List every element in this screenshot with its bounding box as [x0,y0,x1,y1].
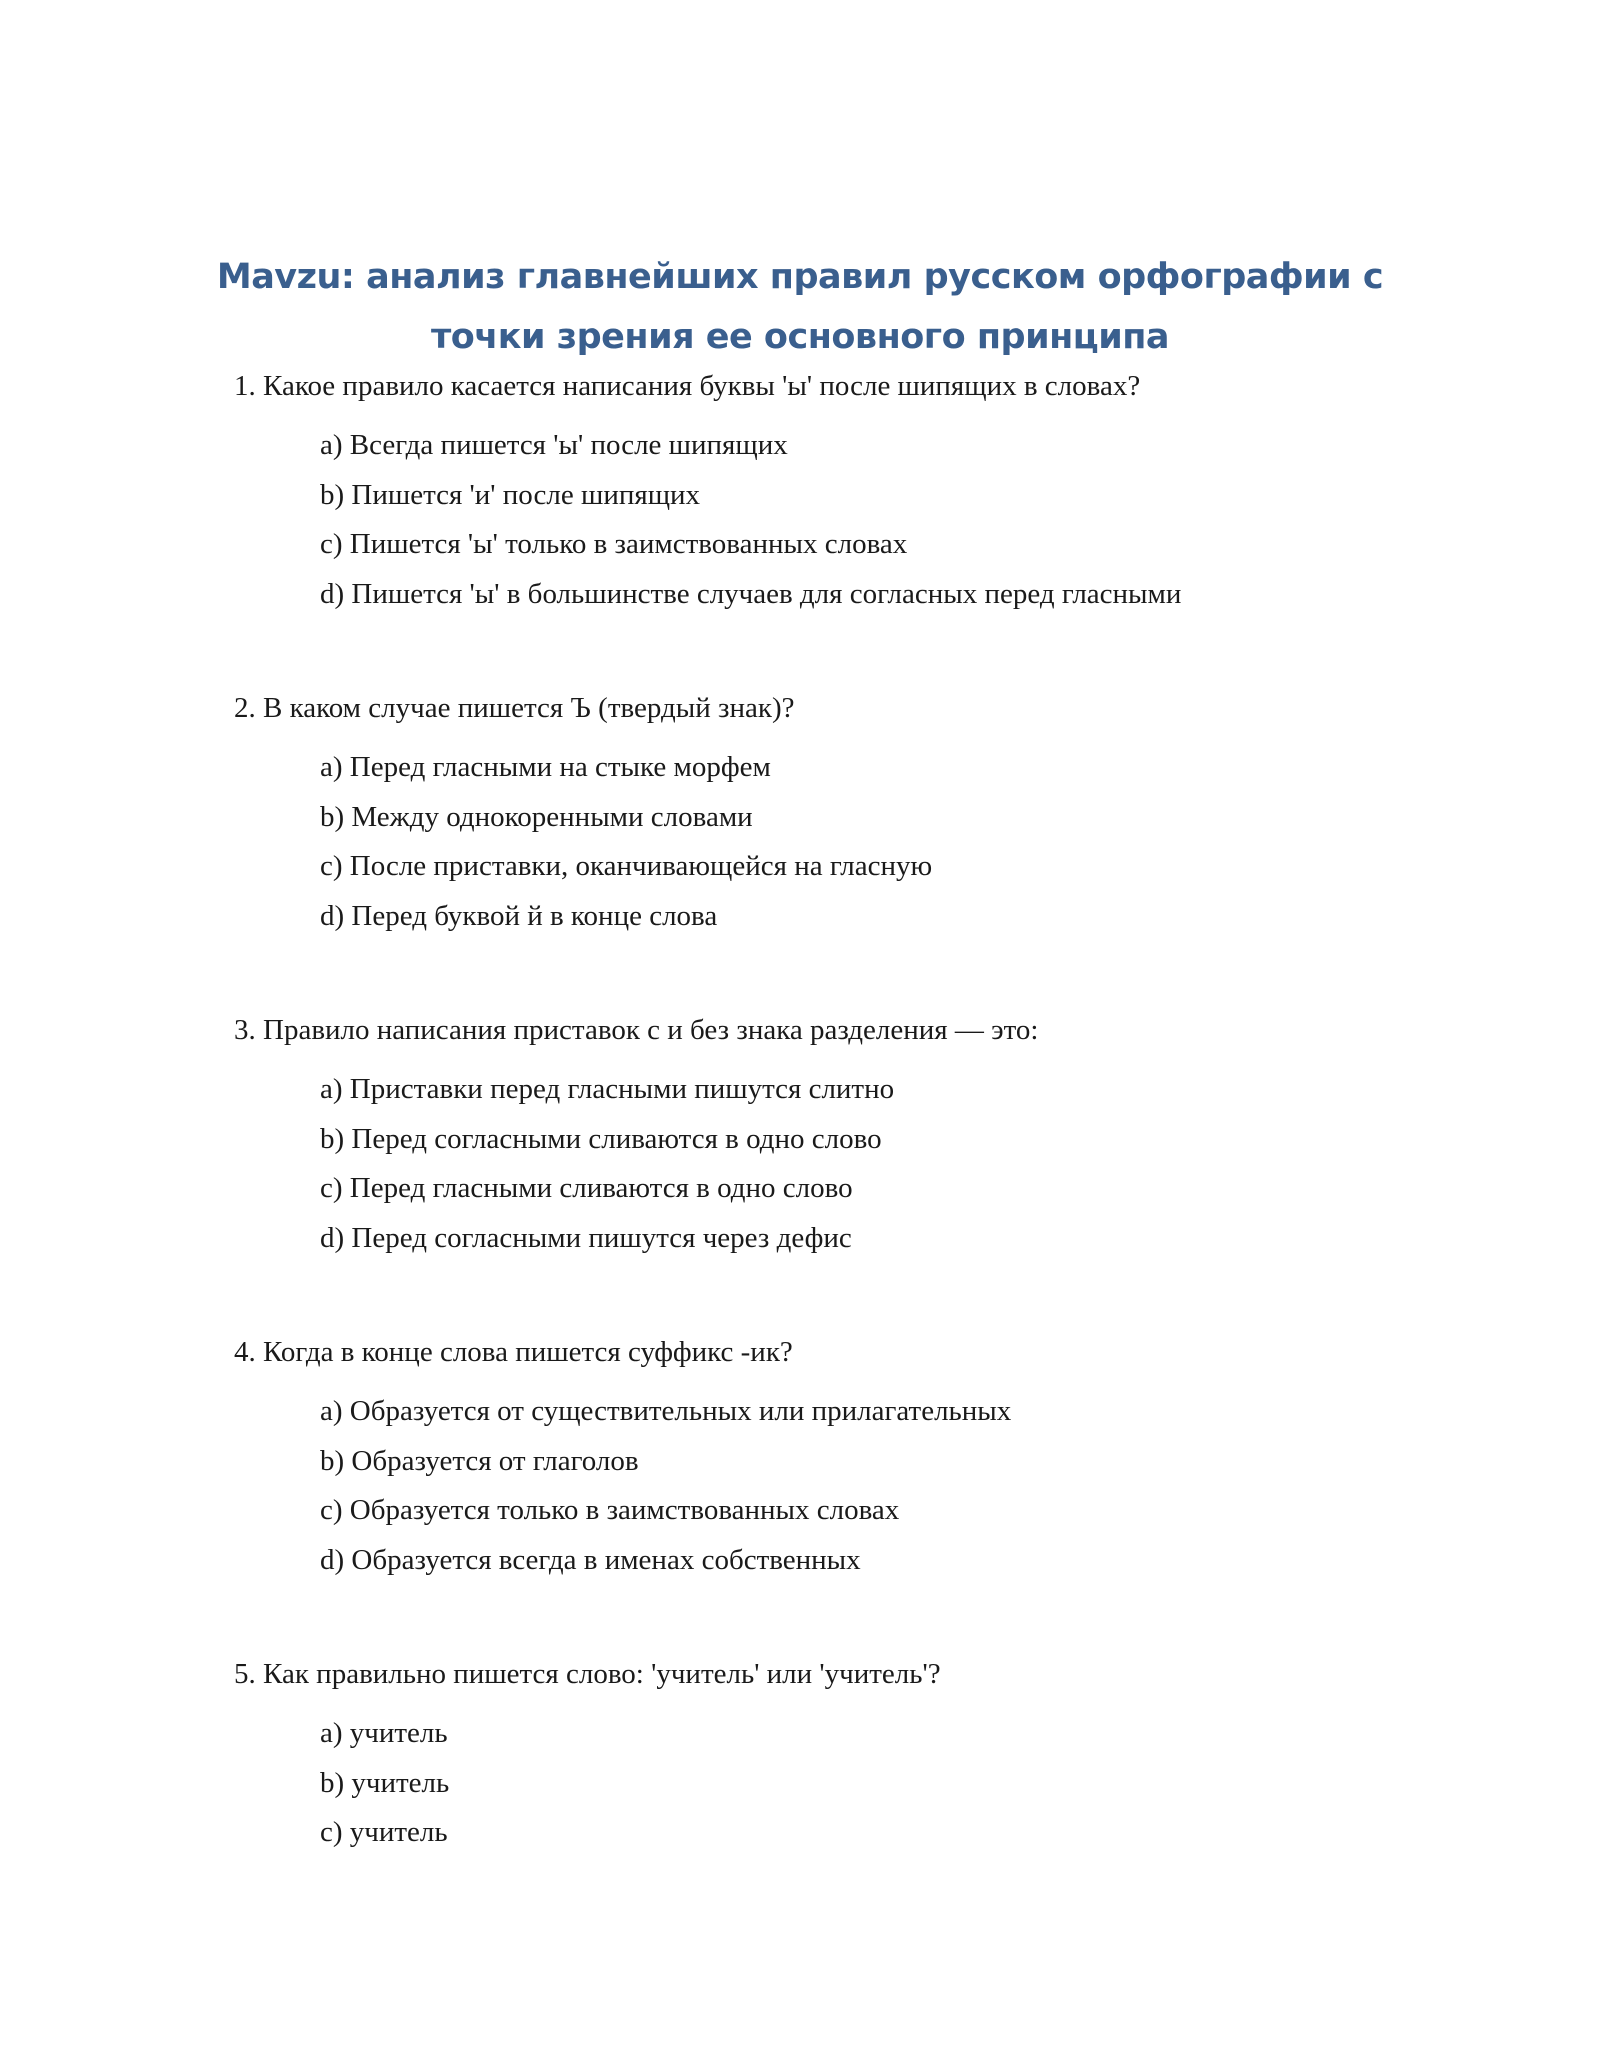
question-text: 5. Как правильно пишется слово: 'учитель' или 'учитель'? [234,1658,941,1690]
answer-options [234,421,1414,619]
question-text: 3. Правило написания приставок с и без знака разделения — это: [234,1014,1039,1046]
answer-option-b: b) Образуется от глаголов [320,1444,639,1477]
answer-option-a: a) учитель [320,1717,448,1749]
answer-option-a: a) Приставки перед гласными пишутся слитно [320,1073,895,1105]
answer-option-c: c) Перед гласными сливаются в одно слово [320,1172,853,1204]
question-5 [234,1653,1414,1975]
answer-option-c: c) учитель [320,1816,448,1848]
question-list [234,365,1414,1975]
answer-options [234,1709,1414,1858]
answer-option-c: c) Образуется только в заимствованных словах [320,1494,900,1526]
document-title [200,247,1400,367]
answer-option-a: a) Перед гласными на стыке морфем [320,751,771,783]
question-4 [234,1331,1414,1653]
answer-option-d: d) Перед буквой й в конце слова [320,899,718,932]
question-text: 4. Когда в конце слова пишется суффикс -ик? [234,1336,793,1368]
question-1 [234,365,1414,687]
answer-option-b: b) учитель [320,1766,450,1799]
answer-options [234,1065,1414,1263]
answer-option-d: d) Образуется всегда в именах собственных [320,1543,861,1576]
answer-option-b: b) Между однокоренными словами [320,800,753,833]
question-text: 2. В каком случае пишется Ъ (твердый знак)? [234,692,795,724]
answer-option-b: b) Перед согласными сливаются в одно слово [320,1122,882,1155]
answer-option-a: a) Образуется от существительных или прилагательных [320,1395,1012,1427]
answer-option-d: d) Пишется 'ы' в большинстве случаев для согласных перед гласными [320,577,1182,610]
answer-option-b: b) Пишется 'и' после шипящих [320,478,701,511]
answer-option-a: a) Всегда пишется 'ы' после шипящих [320,429,788,461]
answer-option-c: c) Пишется 'ы' только в заимствованных словах [320,528,908,560]
answer-option-c: c) После приставки, оканчивающейся на гласную [320,850,933,882]
question-3 [234,1009,1414,1331]
answer-options [234,1387,1414,1585]
title-line-1: Mavzu: анализ главнейших правил русском орфографии с [216,257,1384,297]
title-line-2: точки зрения ее основного принципа [430,317,1170,357]
question-text: 1. Какое правило касается написания буквы 'ы' после шипящих в словах? [234,370,1141,402]
answer-options [234,743,1414,941]
question-2 [234,687,1414,1009]
answer-option-d: d) Перед согласными пишутся через дефис [320,1221,852,1254]
